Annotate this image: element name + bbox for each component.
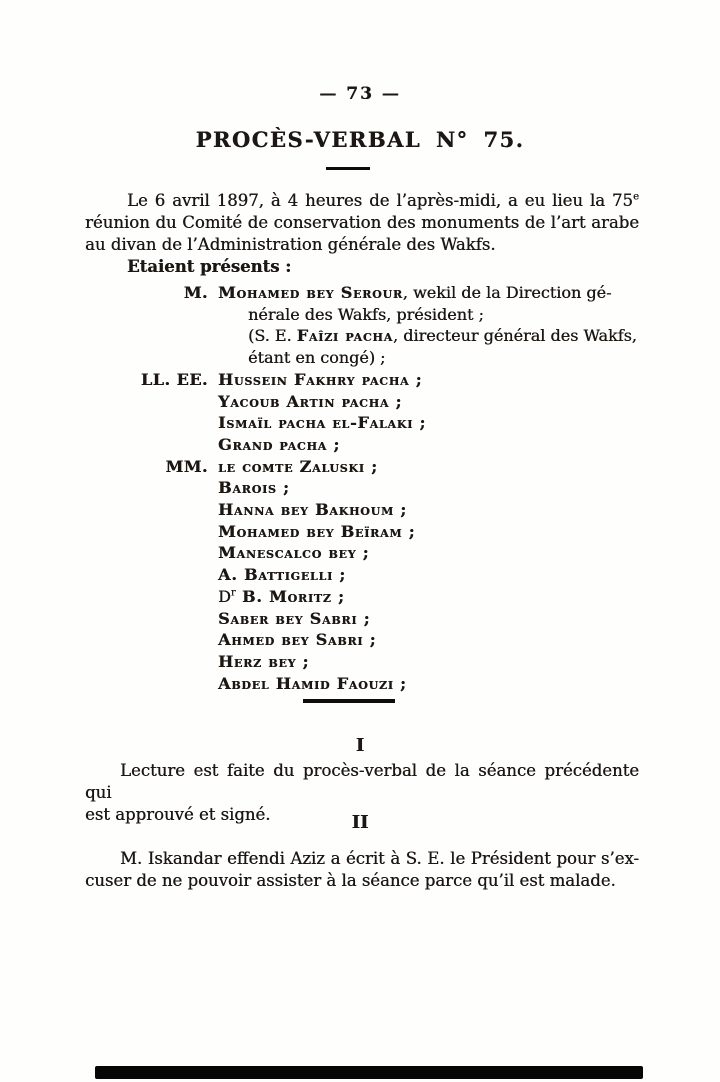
attendee-row (85, 673, 645, 695)
attendee-row (85, 499, 645, 521)
page-number: — 73 — (319, 84, 401, 104)
attendee-name: le comte Zaluski ; (218, 456, 378, 476)
attendee-name: A. Battigelli ; (218, 565, 347, 585)
attendee-name: Hanna bey Bakhoum ; (218, 500, 408, 520)
attendee-row (85, 564, 645, 586)
attendee-row (85, 629, 645, 651)
attendee-row: nérale des Wakfs, président ; (248, 304, 484, 324)
attendee-row: $D^r$ B. Moritz ; (218, 586, 345, 606)
attendee-name: Herz bey ; (218, 651, 310, 671)
attendee-name: Mohamed bey Beïram ; (218, 521, 416, 541)
attendee-row (85, 521, 645, 543)
section-1-numeral: I (355, 735, 365, 756)
attendee-row: (S. E. Faîzi pacha, directeur général des Wakfs, (248, 326, 637, 346)
section-2-line: cuser de ne pouvoir assister à la séance parce qu’il est malade. (85, 871, 616, 890)
attendee-name: Manescalco bey ; (218, 543, 370, 563)
attendee-row (85, 608, 645, 630)
section-2-line: M. Iskandar effendi Aziz a écrit à S. E. le Président pour s’ex- (120, 849, 639, 868)
attendee-row (85, 434, 645, 456)
ordinal-superscript: e (632, 191, 639, 203)
attendee-row (85, 412, 645, 434)
attendee-name: Ahmed bey Sabri ; (218, 630, 377, 650)
section-2-numeral: II (351, 812, 369, 833)
attendee-name: Saber bey Sabri ; (218, 608, 371, 628)
attendees-list (85, 282, 645, 694)
attendee-row: M. Mohamed bey Serour, wekil de la Direction gé- (85, 282, 645, 304)
attendee-label: M. (183, 283, 208, 302)
attendee-row (85, 369, 645, 391)
attendee-name: Faîzi pacha (296, 326, 393, 346)
attendee-name: Yacoub Artin pacha ; (218, 391, 403, 411)
attendee-row (85, 651, 645, 673)
attendee-label: LL. EE. (140, 369, 208, 389)
attendee-row (85, 477, 645, 499)
attendee-row (85, 391, 645, 413)
attendee-row: étant en congé) ; (248, 348, 386, 368)
scan-artifact-bar (95, 1066, 643, 1079)
attendee-name: Abdel Hamid Faouzi ; (218, 673, 407, 693)
attendee-row (85, 456, 645, 478)
section-1-line: est approuvé et signé. (85, 805, 271, 824)
section-2-paragraph (85, 848, 639, 892)
document-title: PROCÈS-VERBAL N° 75. (195, 127, 525, 152)
intro-line: au divan de l’Administration générale des Wakfs. (85, 235, 496, 254)
title-rule (326, 167, 370, 170)
attendee-name: Ismaïl pacha el-Falaki ; (218, 413, 427, 433)
intro-line: Le 6 avril 1897, à 4 heures de l’après-midi, a eu lieu la 75e (127, 191, 639, 210)
attendee-name: B. Moritz ; (235, 586, 345, 606)
intro-line: réunion du Comité de conservation des monuments de l’art arabe (85, 213, 639, 232)
attendee-name: Hussein Fakhry pacha ; (218, 369, 423, 389)
attendee-label: MM. (165, 456, 208, 476)
present-heading: Etaient présents : (127, 257, 292, 276)
attendee-name: Mohamed bey Serour (218, 283, 403, 302)
attendee-name: Barois ; (218, 478, 290, 498)
attendee-name: Grand pacha ; (218, 434, 341, 454)
section-divider-rule (303, 699, 395, 703)
intro-paragraph (85, 190, 639, 256)
attendee-row (85, 542, 645, 564)
section-1-line: Lecture est faite du procès-verbal de la séance précédente qui (85, 761, 639, 802)
